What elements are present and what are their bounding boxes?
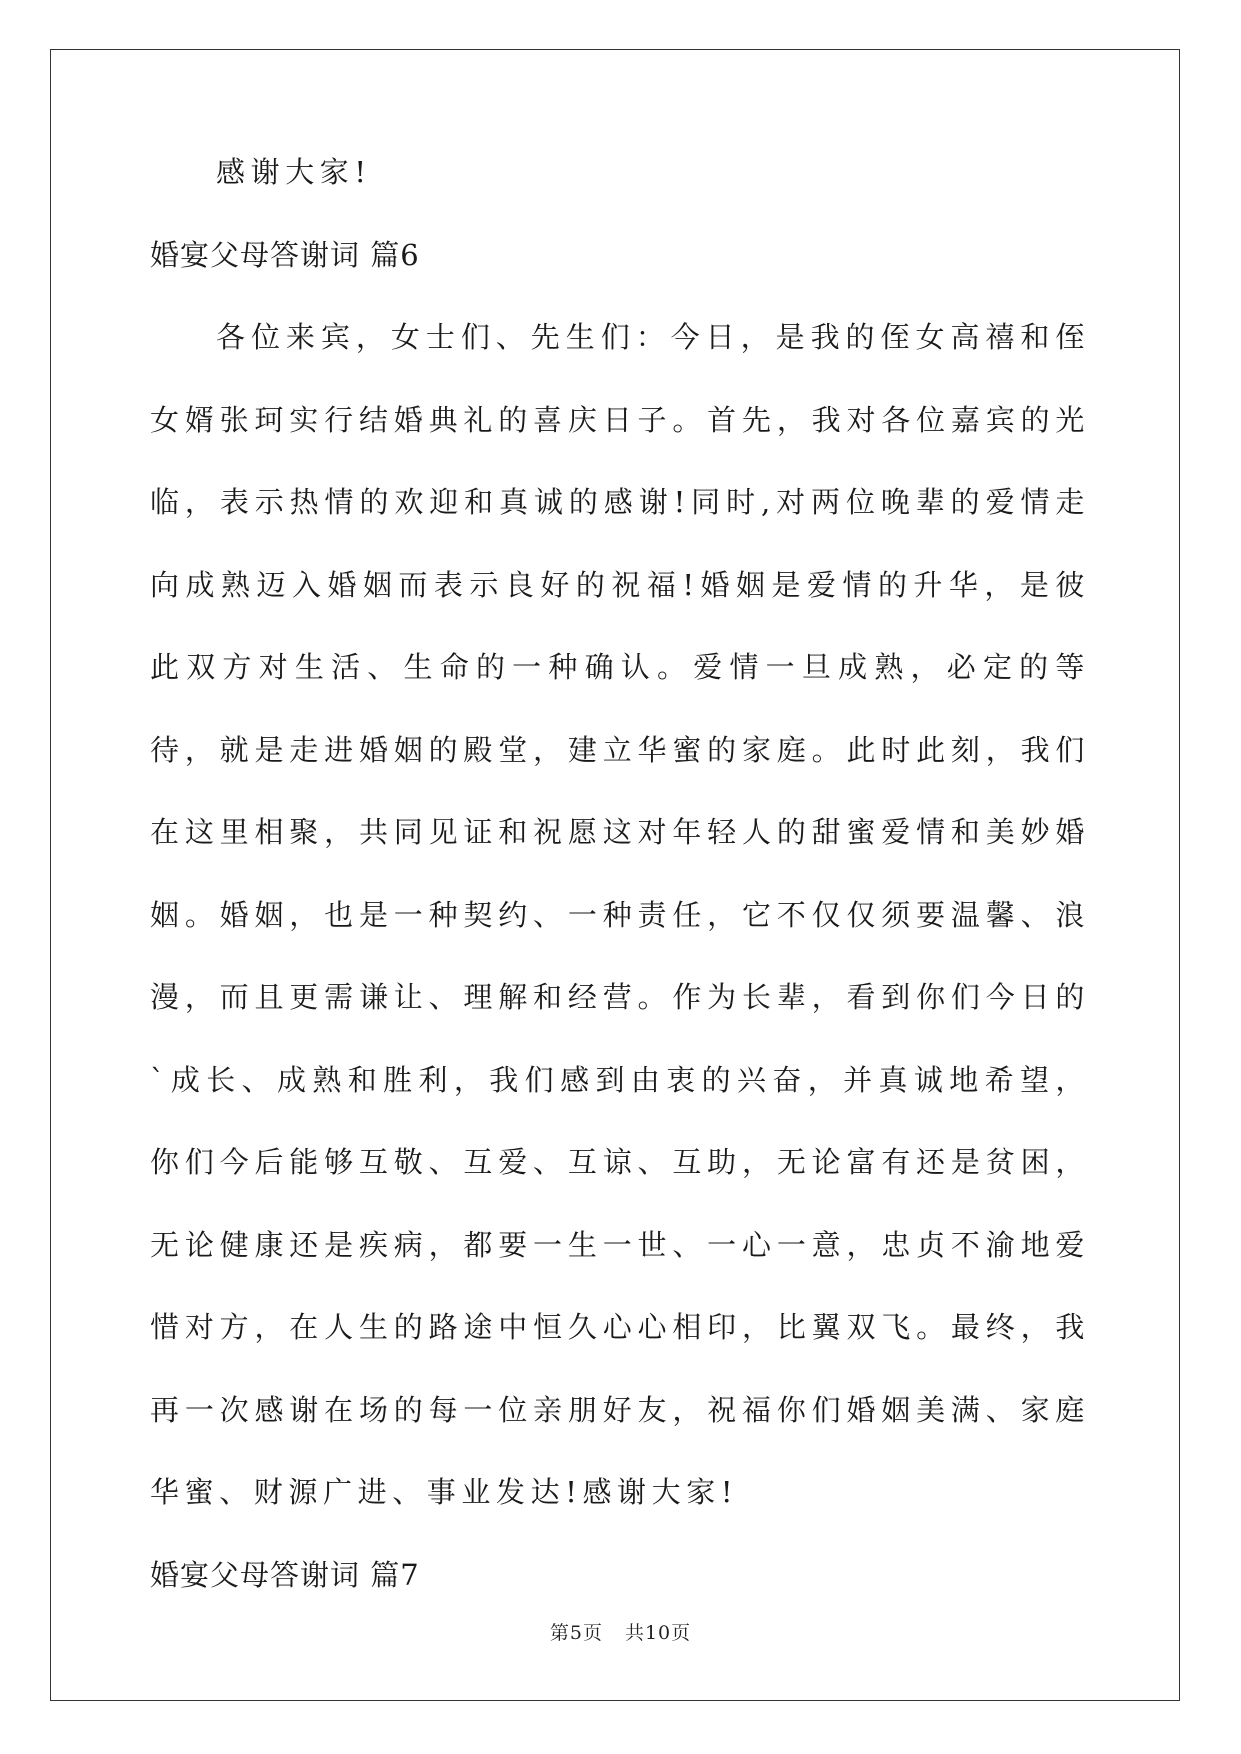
closing-line: 感谢大家!	[216, 155, 372, 189]
section-heading-6: 婚宴父母答谢词 篇6	[150, 237, 420, 272]
document-body	[150, 157, 1090, 1642]
section-heading-7: 婚宴父母答谢词 篇7	[150, 1557, 420, 1592]
page-total: 共10页	[624, 1622, 692, 1644]
paragraph-6: 各位来宾，女士们、先生们：今日，是我的侄女高禧和侄女婿张珂实行结婚典礼的喜庆日子。首先，我对各位嘉宾的光临，表示热情的欢迎和真诚的感谢!同时,对两位晚辈的爱情走向成熟迈入婚姻而表示良好的祝福!婚姻是爱情的升华，是彼此双方对生活、生命的一种确认。爱情一旦成熟，必定的等待，就是走进婚姻的殿堂，建立华蜜的家庭。此时此刻，我们在这里相聚，共同见证和祝愿这对年轻人的甜蜜爱情和美妙婚姻。婚姻，也是一种契约、一种责任，它不仅仅须要温馨、浪漫，而且更需谦让、理解和经营。作为长辈，看到你们今日的`成长、成熟和胜利，我们感到由衷的兴奋，并真诚地希望，你们今后能够互敬、互爱、互谅、互助，无论富有还是贫困，无论健康还是疾病，都要一生一世、一心一意，忠贞不渝地爱惜对方，在人生的路途中恒久心心相印，比翼双飞。最终，我再一次感谢在场的每一位亲朋好友，祝福你们婚姻美满、家庭华蜜、财源广进、事业发达!感谢大家!	[150, 320, 1090, 1509]
page-number: 第5页	[549, 1622, 603, 1644]
page-footer	[0, 1618, 1241, 1645]
